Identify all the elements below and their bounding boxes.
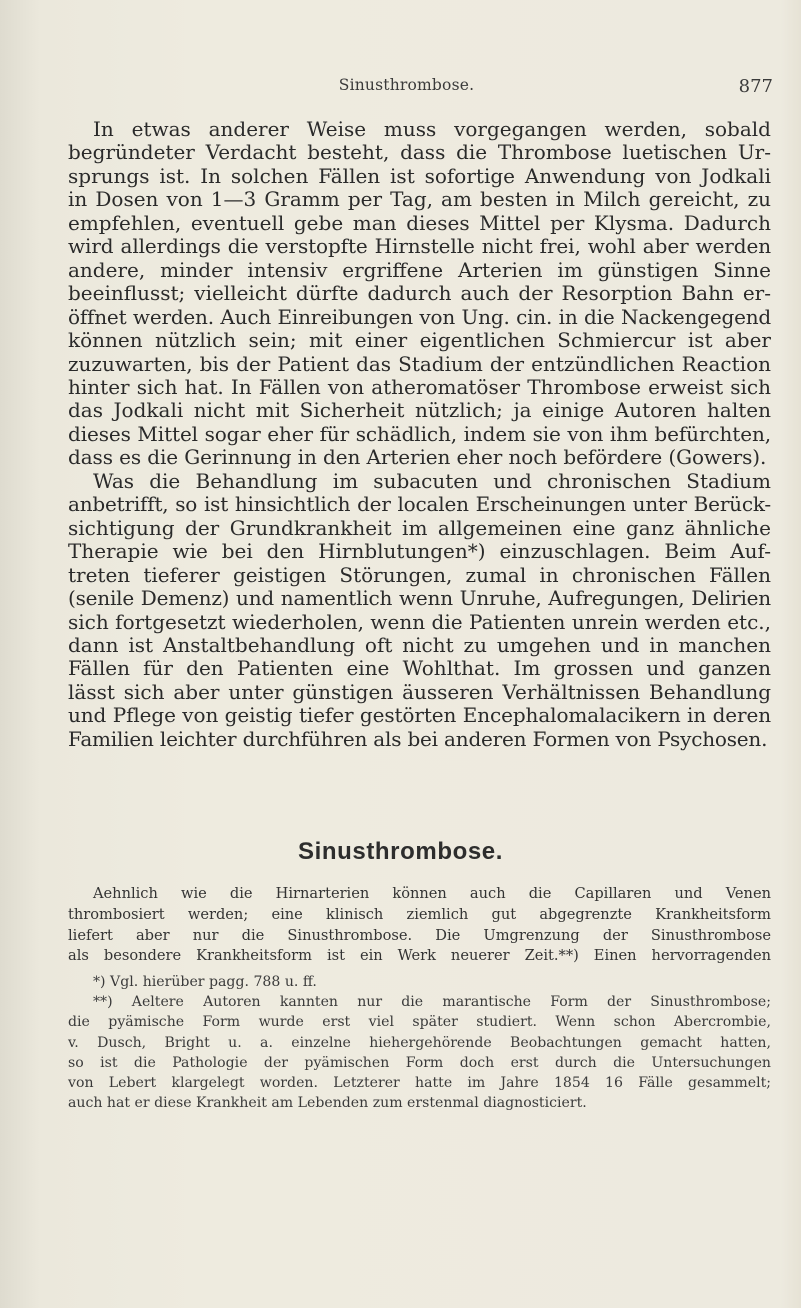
text-line: sprungs ist. In solchen Fällen ist sofortige Anwendung von Jodkali: [68, 163, 771, 188]
text-line: Was die Behandlung im subacuten und chronischen Stadium: [93, 468, 771, 493]
text-line: anbetrifft, so ist hinsichtlich der localen Erscheinungen unter Berück-: [68, 492, 771, 517]
text-line: Familien leichter durchführen als bei anderen Formen von Psychosen.: [68, 726, 768, 751]
section-heading: Sinusthrombose.: [297, 838, 504, 865]
text-line: und Pflege von geistig tiefer gestörten Encephalomalacikern in deren: [68, 703, 771, 728]
text-line: thrombosiert werden; eine klinisch ziemlich gut abgegrenzte Krankheitsform: [68, 905, 771, 923]
section-intro-paragraph: [68, 884, 771, 967]
text-line: empfehlen, eventuell gebe man dieses Mittel per Klysma. Dadurch: [68, 210, 771, 235]
text-line: beeinflusst; vielleicht dürfte dadurch auch der Resorption Bahn er-: [68, 281, 771, 306]
text-line: können nützlich sein; mit einer eigentlichen Schmiercur ist aber: [68, 328, 771, 353]
text-line: dieses Mittel sogar eher für schädlich, indem sie von ihm befürchten,: [68, 421, 771, 446]
text-line: lässt sich aber unter günstigen äusseren Verhältnissen Behandlung: [68, 679, 771, 704]
text-line: hinter sich hat. In Fällen von atheromatöser Thrombose erweist sich: [68, 374, 771, 399]
text-line: Therapie wie bei den Hirnblutungen*) einzuschlagen. Beim Auf-: [68, 539, 771, 564]
text-line: in Dosen von 1—3 Gramm per Tag, am besten in Milch gereicht, zu: [68, 187, 771, 212]
footnote-line: von Lebert klargelegt worden. Letzterer hatte im Jahre 1854 16 Fälle gesammelt;: [68, 1075, 771, 1092]
text-line: Fällen für den Patienten eine Wohlthat. Im grossen und ganzen: [68, 656, 771, 681]
footnote-line: *) Vgl. hierüber pagg. 788 u. ff.: [93, 974, 317, 990]
footnote-line: auch hat er diese Krankheit am Lebenden zum erstenmal diagnosticiert.: [68, 1095, 587, 1112]
text-line: (senile Demenz) und namentlich wenn Unruhe, Aufregungen, Delirien: [68, 586, 771, 611]
text-line: dass es die Gerinnung in den Arterien eher noch befördere (Gowers).: [68, 445, 767, 470]
text-line: dann ist Anstaltbehandlung oft nicht zu umgehen und in manchen: [68, 632, 771, 657]
text-line: sich fortgesetzt wiederholen, wenn die Patienten unrein werden etc.,: [68, 609, 771, 634]
footnote-line: v. Dusch, Bright u. a. einzelne hiehergehörende Beobachtungen gemacht hatten,: [68, 1034, 771, 1051]
text-line: treten tieferer geistigen Störungen, zumal in chronischen Fällen: [68, 562, 771, 587]
text-line: andere, minder intensiv ergriffene Arterien im günstigen Sinne: [68, 257, 771, 282]
running-title: Sinusthrombose.: [338, 76, 475, 94]
footnote-line: **) Aeltere Autoren kannten nur die marantische Form der Sinusthrombose;: [93, 994, 771, 1011]
text-line: als besondere Krankheitsform ist ein Werk neuerer Zeit.**) Einen hervorragenden: [68, 947, 771, 965]
text-line: sichtigung der Grundkrankheit im allgemeinen eine ganz ähnliche: [68, 515, 771, 540]
text-line: zuzuwarten, bis der Patient das Stadium der entzündlichen Reaction: [68, 351, 771, 376]
running-head: [40, 76, 773, 98]
footnote-line: so ist die Pathologie der pyämischen Form doch erst durch die Untersuchungen: [68, 1054, 771, 1071]
text-line: Aehnlich wie die Hirnarterien können auch die Capillaren und Venen: [93, 885, 771, 902]
text-line: öffnet werden. Auch Einreibungen von Ung. cin. in die Nackengegend: [68, 304, 771, 329]
page-number: 877: [738, 76, 773, 97]
text-line: das Jodkali nicht mit Sicherheit nützlich; ja einige Autoren halten: [68, 398, 771, 423]
footnotes: [68, 972, 771, 1113]
text-line: begründeter Verdacht besteht, dass die Thrombose luetischen Ur-: [68, 140, 771, 165]
main-paragraph: [68, 118, 771, 751]
text-line: In etwas anderer Weise muss vorgegangen werden, sobald: [93, 117, 771, 141]
text-line: liefert aber nur die Sinusthrombose. Die Umgrenzung der Sinusthrombose: [68, 926, 771, 944]
text-line: wird allerdings die verstopfte Hirnstelle nicht frei, wohl aber werden: [68, 234, 771, 259]
footnote-line: die pyämische Form wurde erst viel später studiert. Wenn schon Abercrombie,: [68, 1014, 771, 1031]
